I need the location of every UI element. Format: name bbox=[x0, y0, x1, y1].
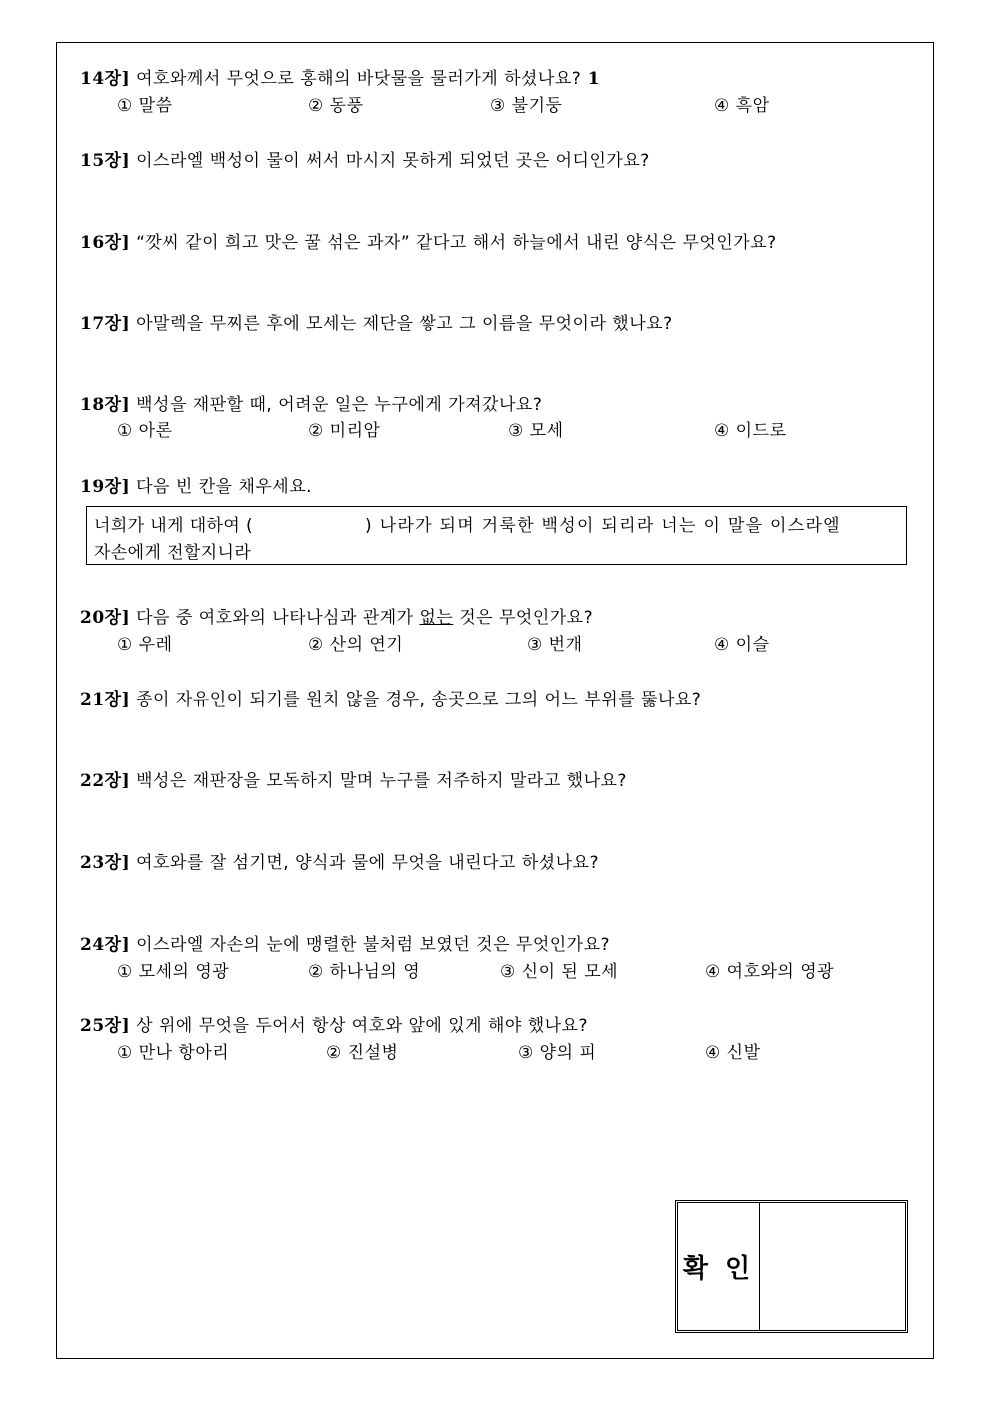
question-24 bbox=[80, 930, 610, 955]
option-3[interactable]: ③ 번개 bbox=[527, 635, 583, 655]
fill-in-box bbox=[86, 506, 907, 565]
option-1[interactable]: ① 말씀 bbox=[117, 96, 173, 116]
question-text: 이스라엘 자손의 눈에 맹렬한 불처럼 보였던 것은 무엇인가요? bbox=[136, 935, 611, 955]
question-text: 상 위에 무엇을 두어서 항상 여호와 앞에 있게 해야 했나요? bbox=[136, 1016, 588, 1036]
question-number: 24장] bbox=[80, 935, 131, 955]
question-17 bbox=[80, 309, 673, 334]
question-text-b: 것은 무엇인가요? bbox=[453, 608, 594, 628]
option-4[interactable]: ④ 이드로 bbox=[714, 421, 787, 441]
question-text: 이스라엘 백성이 물이 써서 마시지 못하게 되었던 곳은 어디인가요? bbox=[136, 151, 650, 171]
question-19 bbox=[80, 472, 312, 497]
answer-mark: 1 bbox=[581, 69, 601, 89]
option-4[interactable]: ④ 이슬 bbox=[714, 635, 770, 655]
question-21 bbox=[80, 685, 701, 710]
option-3[interactable]: ③ 양의 피 bbox=[518, 1043, 597, 1063]
underlined-word: 없는 bbox=[419, 608, 454, 628]
fill-text-after: ) 나라가 되며 거룩한 백성이 되리라 너는 이 말을 이스라엘 bbox=[365, 516, 841, 536]
question-number: 19장] bbox=[80, 477, 131, 497]
option-1[interactable]: ① 모세의 영광 bbox=[117, 962, 230, 982]
option-2[interactable]: ② 진설병 bbox=[326, 1043, 399, 1063]
confirm-label: 확 인 bbox=[678, 1203, 760, 1330]
question-number: 15장] bbox=[80, 151, 131, 171]
question-text: 다음 빈 칸을 채우세요. bbox=[136, 477, 313, 497]
signature-area[interactable] bbox=[760, 1203, 905, 1330]
option-2[interactable]: ② 동풍 bbox=[308, 96, 364, 116]
question-18 bbox=[80, 390, 542, 415]
option-2[interactable]: ② 산의 연기 bbox=[308, 635, 404, 655]
question-22 bbox=[80, 766, 627, 791]
option-1[interactable]: ① 우레 bbox=[117, 635, 173, 655]
option-1[interactable]: ① 아론 bbox=[117, 421, 173, 441]
question-number: 20장] bbox=[80, 608, 131, 628]
confirm-box bbox=[675, 1200, 908, 1333]
fill-text-before: 너희가 내게 대하여 ( bbox=[94, 516, 254, 536]
question-number: 18장] bbox=[80, 395, 131, 415]
question-number: 25장] bbox=[80, 1016, 131, 1036]
question-number: 21장] bbox=[80, 690, 131, 710]
question-text: “깟씨 같이 희고 맛은 꿀 섞은 과자” 같다고 해서 하늘에서 내린 양식은 무엇인가요? bbox=[136, 233, 777, 253]
question-16 bbox=[80, 228, 777, 253]
question-text-a: 다음 중 여호와의 나타나심과 관계가 bbox=[136, 608, 420, 628]
fill-line-2: 자손에게 전할지니라 bbox=[94, 543, 252, 563]
option-4[interactable]: ④ 신발 bbox=[705, 1043, 761, 1063]
question-14 bbox=[80, 64, 600, 89]
question-number: 22장] bbox=[80, 771, 131, 791]
question-number: 16장] bbox=[80, 233, 131, 253]
fill-line-1 bbox=[94, 511, 841, 536]
option-4[interactable]: ④ 여호와의 영광 bbox=[705, 962, 835, 982]
option-1[interactable]: ① 만나 항아리 bbox=[117, 1043, 230, 1063]
question-text: 여호와를 잘 섬기면, 양식과 물에 무엇을 내린다고 하셨나요? bbox=[136, 853, 600, 873]
option-4[interactable]: ④ 흑암 bbox=[714, 96, 770, 116]
question-23 bbox=[80, 848, 599, 873]
question-text: 여호와께서 무엇으로 홍해의 바닷물을 물러가게 하셨나요? bbox=[136, 69, 582, 89]
question-number: 23장] bbox=[80, 853, 131, 873]
question-text: 종이 자유인이 되기를 원치 않을 경우, 송곳으로 그의 어느 부위를 뚫나요? bbox=[136, 690, 702, 710]
option-3[interactable]: ③ 불기둥 bbox=[490, 96, 563, 116]
question-text: 아말렉을 무찌른 후에 모세는 제단을 쌓고 그 이름을 무엇이라 했나요? bbox=[136, 314, 673, 334]
option-3[interactable]: ③ 모세 bbox=[508, 421, 564, 441]
option-3[interactable]: ③ 신이 된 모세 bbox=[500, 962, 619, 982]
question-text: 백성을 재판할 때, 어려운 일은 누구에게 가져갔나요? bbox=[136, 395, 543, 415]
question-15 bbox=[80, 146, 650, 171]
question-number: 14장] bbox=[80, 69, 131, 89]
question-20 bbox=[80, 603, 593, 628]
option-2[interactable]: ② 미리암 bbox=[308, 421, 381, 441]
question-25 bbox=[80, 1011, 588, 1036]
option-2[interactable]: ② 하나님의 영 bbox=[308, 962, 421, 982]
question-text: 백성은 재판장을 모독하지 말며 누구를 저주하지 말라고 했나요? bbox=[136, 771, 627, 791]
question-number: 17장] bbox=[80, 314, 131, 334]
